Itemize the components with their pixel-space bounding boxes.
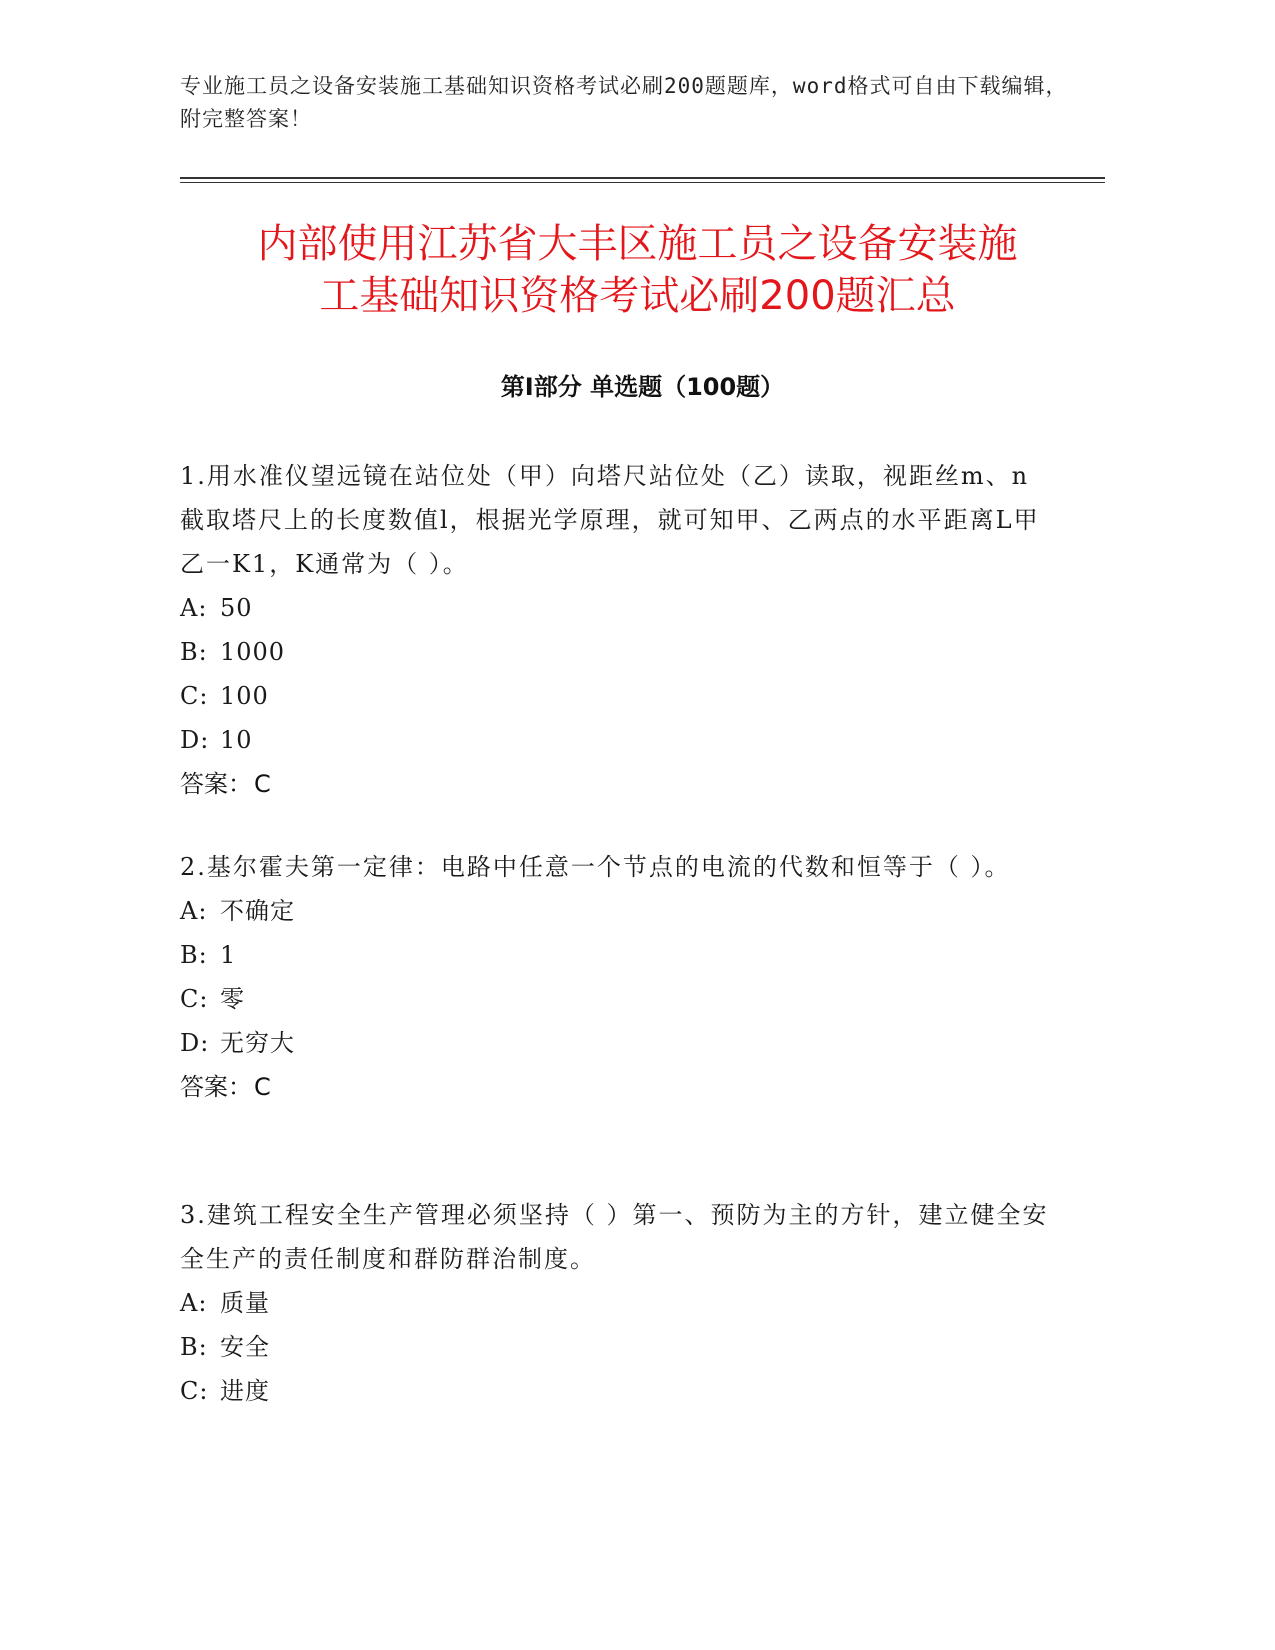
document-title-line-2: 工基础知识资格考试必刷200题汇总 — [319, 273, 956, 319]
option-key: D: — [180, 1029, 210, 1057]
option-text: 不确定 — [220, 897, 295, 925]
option-key: B: — [180, 1333, 208, 1361]
answer-label: 答案： — [180, 770, 252, 798]
option-text: 质量 — [220, 1289, 270, 1317]
answer-value: C — [254, 770, 271, 798]
option-text: 无穷大 — [220, 1029, 295, 1057]
document-title-line-1: 内部使用江苏省大丰区施工员之设备安装施 — [257, 221, 1018, 267]
question-stem: 2.基尔霍夫第一定律：电路中任意一个节点的电流的代数和恒等于（ ）。 — [180, 853, 1011, 881]
option-text: 1000 — [220, 638, 286, 666]
option-a — [180, 889, 1050, 933]
option-c — [180, 674, 1050, 718]
header-divider-thick — [180, 177, 1105, 179]
answer-value: C — [254, 1073, 271, 1101]
answer — [180, 762, 1050, 806]
option-key: B: — [180, 941, 208, 969]
option-text: 50 — [220, 594, 253, 622]
option-text: 100 — [220, 682, 269, 710]
option-d — [180, 1021, 1050, 1065]
option-key: D: — [180, 726, 210, 754]
answer — [180, 1065, 1050, 1109]
document-title — [150, 218, 1125, 322]
option-key: C: — [180, 1377, 209, 1405]
option-d — [180, 718, 1050, 762]
answer-label: 答案： — [180, 1073, 252, 1101]
question-stem: 3.建筑工程安全生产管理必须坚持（ ）第一、预防为主的方针，建立健全安全生产的责任制度和群防群治制度。 — [180, 1201, 1049, 1273]
option-b — [180, 630, 1050, 674]
option-b — [180, 1325, 1050, 1369]
option-a — [180, 586, 1050, 630]
option-text: 进度 — [220, 1377, 270, 1405]
option-key: C: — [180, 682, 209, 710]
option-text: 零 — [220, 985, 245, 1013]
option-c — [180, 977, 1050, 1021]
option-key: C: — [180, 985, 209, 1013]
question-3 — [180, 1193, 1050, 1413]
option-key: A: — [180, 594, 208, 622]
option-key: A: — [180, 1289, 208, 1317]
option-key: B: — [180, 638, 208, 666]
option-a — [180, 1281, 1050, 1325]
option-text: 10 — [220, 726, 253, 754]
option-text: 1 — [220, 941, 237, 969]
option-text: 安全 — [220, 1333, 270, 1361]
section-title: 第Ⅰ部分 单选题（100题） — [500, 373, 785, 401]
header-note: 专业施工员之设备安装施工基础知识资格考试必刷200题题库，word格式可自由下载编辑，附完整答案！ — [180, 74, 1068, 131]
question-stem: 1.用水准仪望远镜在站位处（甲）向塔尺站位处（乙）读取，视距丝m、n截取塔尺上的长度数值l，根据光学原理，就可知甲、乙两点的水平距离L甲乙一K1，K通常为（ ）。 — [180, 462, 1040, 578]
question-2 — [180, 845, 1050, 1109]
option-b — [180, 933, 1050, 977]
header-divider-thin — [180, 182, 1105, 183]
option-key: A: — [180, 897, 208, 925]
question-1 — [180, 454, 1050, 806]
option-c — [180, 1369, 1050, 1413]
